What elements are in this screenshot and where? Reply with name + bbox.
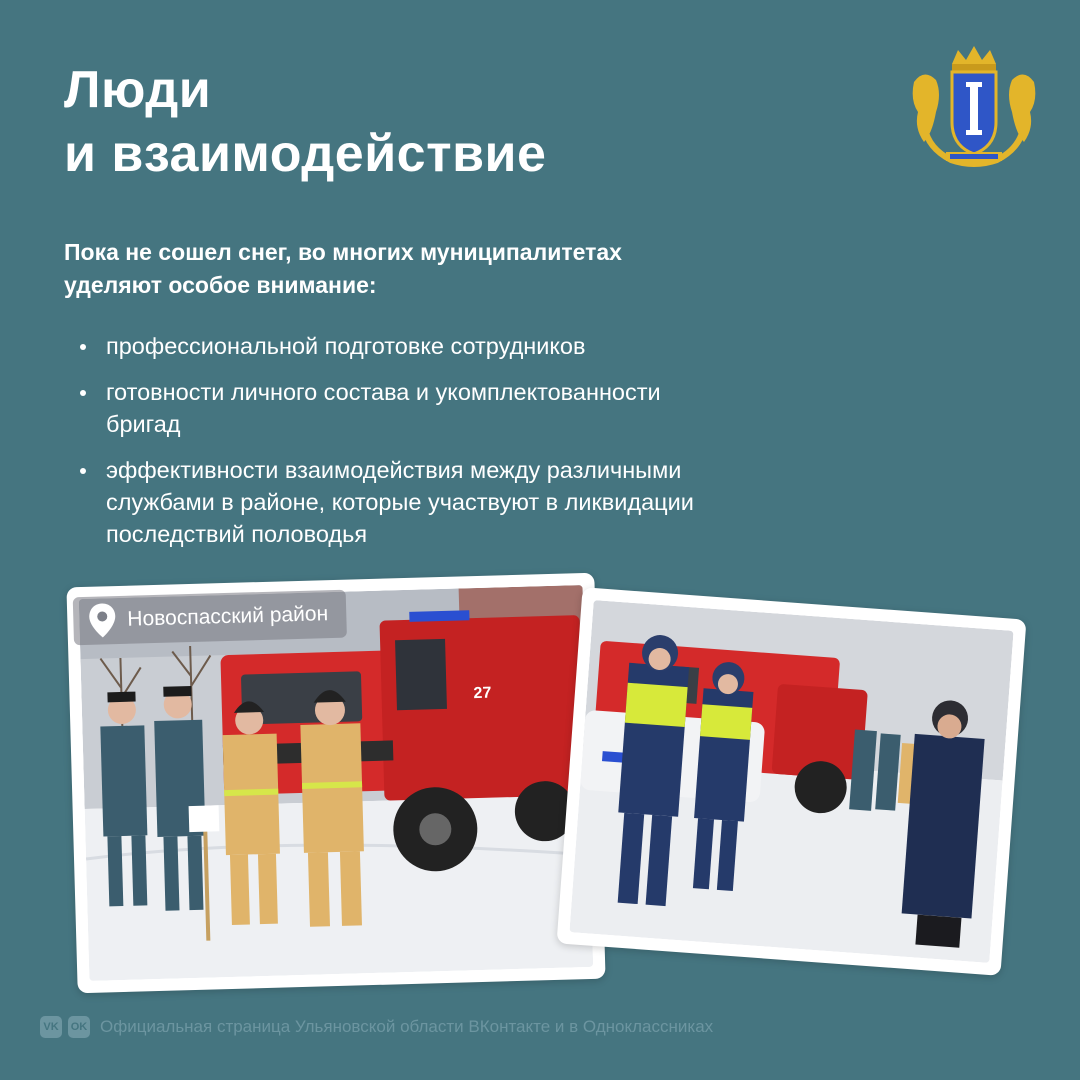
- odnoklassniki-icon[interactable]: OK: [68, 1016, 90, 1038]
- bullet-line: службами в районе, которые участвуют в ликвидации: [106, 489, 694, 515]
- photo-image: [569, 600, 1013, 963]
- bullet-item: [78, 330, 838, 362]
- bullet-list: [78, 330, 838, 564]
- photo-image: [79, 585, 593, 981]
- truck-number: 27: [473, 684, 492, 703]
- location-badge: [73, 590, 347, 646]
- title-line-1: Люди: [64, 61, 212, 119]
- bullet-item: [78, 376, 838, 440]
- bullet-dot-icon: [80, 344, 86, 350]
- bullet-line: эффективности взаимодействия между различными: [106, 457, 682, 483]
- bullet-line: последствий половодья: [106, 521, 368, 547]
- page-title: [64, 58, 546, 186]
- intro-text: [64, 236, 784, 302]
- bullet-dot-icon: [80, 390, 86, 396]
- photo-fire-crew: [66, 573, 605, 994]
- vk-icon[interactable]: VK: [40, 1016, 62, 1038]
- footer: [40, 1016, 713, 1038]
- ulyanovsk-coat-of-arms-icon: [906, 42, 1042, 172]
- bullet-line: готовности личного состава и укомплектованности: [106, 379, 661, 405]
- photo-traffic-police: [557, 587, 1027, 976]
- footer-text: Официальная страница Ульяновской области ВКонтакте и в Одноклассниках: [100, 1017, 714, 1036]
- location-pin-icon: [87, 602, 118, 639]
- bullet-line: бригад: [106, 411, 181, 437]
- location-label: Новоспасский район: [127, 602, 329, 631]
- title-line-2: и взаимодействие: [64, 125, 547, 183]
- intro-line-1: Пока не сошел снег, во многих муниципалитетах: [64, 239, 622, 265]
- bullet-dot-icon: [80, 468, 86, 474]
- intro-line-2: уделяют особое внимание:: [64, 272, 377, 298]
- bullet-line: профессиональной подготовке сотрудников: [106, 333, 586, 359]
- bullet-item: [78, 454, 838, 550]
